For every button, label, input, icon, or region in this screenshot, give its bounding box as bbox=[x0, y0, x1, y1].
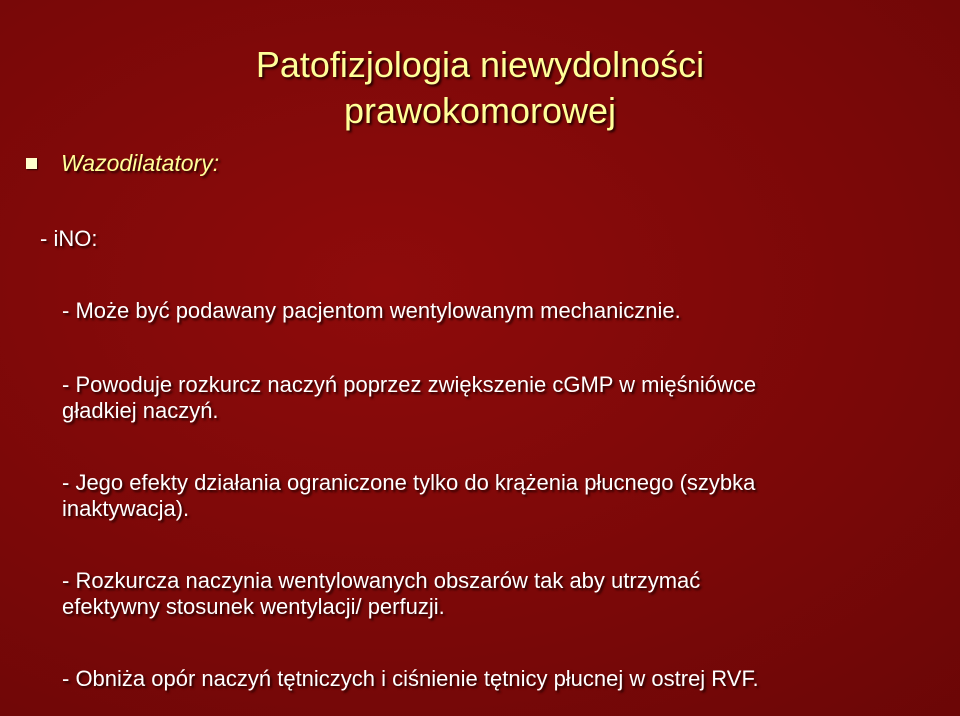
slide-title bbox=[200, 42, 760, 134]
point-2-line-1: - Powoduje rozkurcz naczyń poprzez zwiększenie cGMP w mięśniówce bbox=[62, 372, 757, 397]
point-1-line-1: - Może być podawany pacjentom wentylowanym mechanicznie. bbox=[62, 298, 681, 323]
point-2 bbox=[62, 372, 756, 424]
point-3-line-2: inaktywacja). bbox=[62, 496, 190, 521]
title-line-1: Patofizjologia niewydolności bbox=[255, 44, 705, 85]
point-4-line-1: - Rozkurcza naczynia wentylowanych obszarów tak aby utrzymać bbox=[62, 568, 701, 593]
point-5-line-1: - Obniża opór naczyń tętniczych i ciśnienie tętnicy płucnej w ostrej RVF. bbox=[62, 666, 759, 691]
point-1 bbox=[62, 298, 681, 324]
bullet-item bbox=[26, 148, 219, 178]
subheading-ino: - iNO: bbox=[40, 226, 98, 251]
point-3 bbox=[62, 470, 755, 522]
point-4-line-2: efektywny stosunek wentylacji/ perfuzji. bbox=[62, 594, 445, 619]
title-line-2: prawokomorowej bbox=[343, 90, 617, 131]
point-2-line-2: gładkiej naczyń. bbox=[62, 398, 219, 423]
point-3-line-1: - Jego efekty działania ograniczone tylko do krążenia płucnego (szybka bbox=[62, 470, 756, 495]
point-4 bbox=[62, 568, 700, 620]
bullet-label: Wazodilatatory: bbox=[61, 149, 220, 176]
point-5 bbox=[62, 666, 759, 692]
square-bullet-icon bbox=[26, 158, 37, 169]
